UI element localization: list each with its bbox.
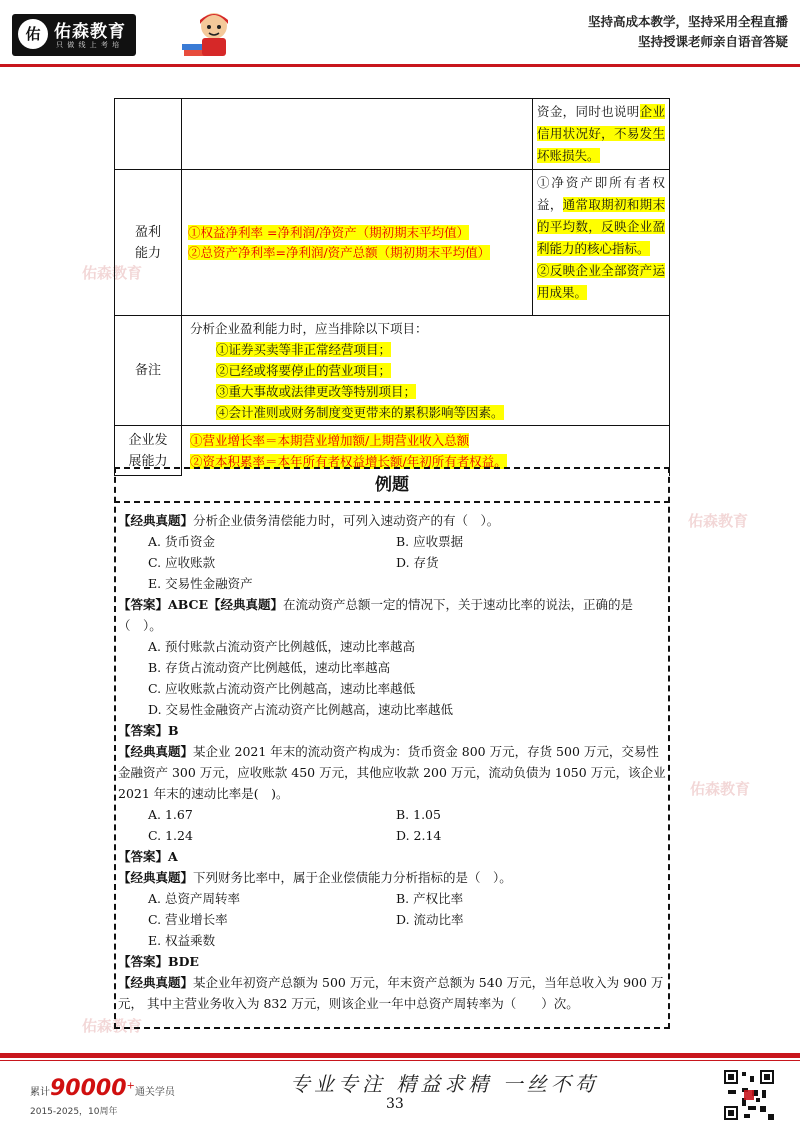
question-2: 【答案】ABCE【经典真题】在流动资产总额一定的情况下，关于速动比率的说法，正确的是（ ）。 (118, 597, 634, 633)
question-3: 【经典真题】某企业 2021 年末的流动资产构成为：货币资金 800 万元，存货 500 万元，交易性金融资产 300 万元，应收账款 450 万元，其他应收款 200 万元，流动负债为 1050 万元，该企业 2021 年末的速动比率是( )。 (118, 744, 666, 801)
option: D. 流动比率 (396, 912, 464, 927)
mascot-icon (178, 8, 234, 60)
table-row (115, 170, 670, 316)
option: A. 1.67 (148, 807, 193, 822)
option: B. 应收票据 (396, 534, 464, 549)
footer-divider-thin (0, 1060, 800, 1061)
page-header (0, 0, 800, 62)
option: C. 1.24 (148, 828, 193, 843)
logo-subtitle: 只 做 线 上 考 培 (56, 41, 121, 49)
footer-divider (0, 1053, 800, 1058)
anniversary-text: 2015-2025，10周年 (30, 1107, 118, 1117)
option: D. 2.14 (396, 828, 442, 843)
brand-logo (12, 14, 136, 56)
student-count: 累计90000+通关学员 (30, 1076, 175, 1101)
motto-signature: 专业专注 精益求精 一丝不苟 (290, 1072, 599, 1096)
table-row (115, 99, 670, 170)
row-label-profitability: 盈利 能力 (115, 170, 182, 316)
table-row (115, 316, 670, 426)
qr-code-icon (724, 1070, 774, 1120)
option: D. 存货 (396, 555, 439, 570)
option: E. 交易性金融资产 (148, 576, 253, 591)
option: B. 存货占流动资产比例越低，速动比率越高 (148, 660, 391, 675)
cell-note-content: 分析企业盈利能力时，应当排除以下项目： ①证券买卖等非正常经营项目； ②已经或将要停止的营业项目； ③重大事故或法律更改等特别项目； ④会计准则或财务制度变更带来的累积影响等因素。 (182, 316, 670, 426)
option: D. 交易性金融资产占流动资产比例越高，速动比率越低 (148, 702, 454, 717)
examples-title: 例题 (114, 467, 670, 503)
header-divider (0, 64, 800, 67)
option: E. 权益乘数 (148, 933, 216, 948)
cell-growth-content: ①营业增长率＝本期营业增加额/上期营业收入总额 ②资本积累率＝本年所有者权益增长额/年初所有者权益。 (182, 426, 670, 476)
question-4: 【经典真题】下列财务比率中，属于企业偿债能力分析指标的是（ ）。 (118, 870, 512, 885)
option: C. 应收账款占流动资产比例越高，速动比率越低 (148, 681, 416, 696)
option: A. 预付账款占流动资产比例越低，速动比率越高 (148, 639, 415, 654)
ratio-table (114, 98, 670, 476)
watermark: 佑森教育 (688, 512, 749, 530)
slogan-line-1: 坚持高成本教学，坚持采用全程直播 (587, 14, 788, 29)
header-slogan (588, 12, 788, 52)
cell-profit-notes: ①净资产即所有者权益，通常取期初和期末的平均数，反映企业盈利能力的核心指标。 ②反映企业全部资产运用成果。 (533, 170, 670, 316)
watermark: 佑森教育 (82, 264, 143, 282)
row-label-growth: 企业发 展能力 (115, 426, 182, 476)
answer-2: 【答案】B (118, 723, 179, 738)
option: A. 货币资金 (148, 534, 215, 549)
option: B. 产权比率 (396, 891, 464, 906)
logo-mark: 佑 (18, 19, 48, 49)
question-1: 【经典真题】分析企业债务清偿能力时，可列入速动资产的有（ ）。 (118, 513, 500, 528)
question-5: 【经典真题】某企业年初资产总额为 500 万元，年末资产总额为 540 万元，当年总收入为 900 万元， 其中主营业务收入为 832 万元，则该企业一年中总资产周转率为（ ）次。 (118, 975, 664, 1011)
cell-profit-formulas: ①权益净利率 =净利润/净资产（期初期末平均值） ②总资产净利率=净利润/资产总额（期初期末平均值） (182, 170, 533, 316)
option: B. 1.05 (396, 807, 441, 822)
cell-credit-note: 资金，同时也说明企业信用状况好，不易发生坏账损失。 (533, 99, 670, 170)
watermark: 佑森教育 (82, 1017, 143, 1035)
option: A. 总资产周转率 (148, 891, 240, 906)
answer-4: 【答案】BDE (118, 954, 199, 969)
option: C. 应收账款 (148, 555, 216, 570)
slogan-line-2: 坚持授课老师亲自语音答疑 (637, 34, 788, 49)
row-label-note: 备注 (115, 316, 182, 426)
page-number: 33 (386, 1096, 404, 1112)
option: C. 营业增长率 (148, 912, 228, 927)
watermark: 佑森教育 (690, 780, 751, 798)
answer-3: 【答案】A (118, 849, 178, 864)
logo-name: 佑森教育 (54, 22, 126, 42)
